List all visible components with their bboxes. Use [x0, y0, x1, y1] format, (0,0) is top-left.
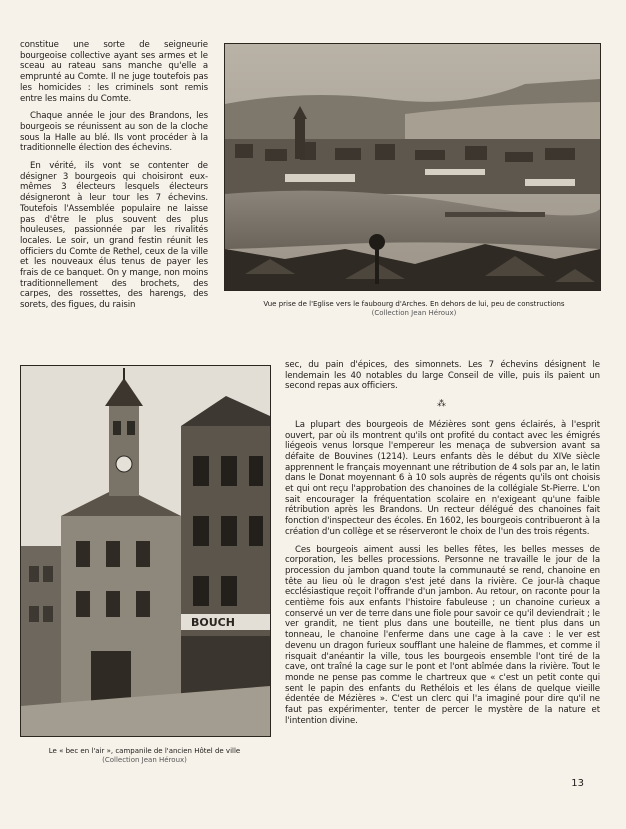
caption-text: Le « bec en l'air », campanile de l'ancien Hôtel de ville: [48, 747, 241, 755]
paragraph: Chaque année le jour des Brandons, les bourgeois se réunissent au son de la cloche sous la Halle au blé. Ils vont procéder à la traditionnelle élection des échevins.: [20, 111, 208, 154]
caption-credit: (Collection Jean Héroux): [371, 309, 457, 317]
panorama-caption: [254, 300, 574, 318]
caption-text: Vue prise de l'Eglise vers le faubourg d'Arches. En dehors de lui, peu de constructions: [263, 300, 565, 308]
panorama-photo: [224, 43, 601, 291]
paragraph: Ces bourgeois aiment aussi les belles fêtes, les belles messes de corporation, les belles processions. Personne ne travaille le jour de la procession du jambon quand toute la communauté se rend, chanoine en tête au lieu où le dragon s'est jeté dans la rivière. Ce jour-là chaque ecclésiastique reçoit l'offrande d'un jambon. Au retour, on raconte pour la centième fois aux enfants l'histoire fabuleuse ; un chanoine curieux a conservé un ver de terre dans une fiole pour savoir ce qu'il deviendrait ; le ver grandit, ne tient plus dans une bouteille, ne tient plus dans un tonneau, le chanoine l'enferme dans une cage à la cave : le ver est devenu un dragon furieux soufflant une haleine de flammes, et comme il risquait d'anéantir la ville, tous les bourgeois ensemble l'ont tiré de la cave, ont traîné la cage sur le pont et l'ont abîmée dans la rivière. Tout le monde ne pense pas comme le chartreux que « c'est un petit conte qui sent le papin des enfants du Rethélois et les élans de quelque vieille édentée de Mézières ». C'est un clerc qui l'a imaginé pour dire qu'il ne faut pas expérimenter, tenter de percer le mystère de la nature et l'intention divine.: [285, 544, 600, 726]
section-divider: ⁂: [437, 399, 448, 410]
page-number: 13: [571, 778, 584, 789]
shop-sign-text: BOUCH: [191, 616, 235, 629]
top-left-text-column: [20, 40, 208, 318]
paragraph: sec, du pain d'épices, des simonnets. Les 7 échevins désignent le lendemain les 40 notables du large Conseil de ville, puis ils paient un second repas aux officiers.: [285, 360, 600, 392]
caption-credit: (Collection Jean Héroux): [102, 756, 187, 764]
paragraph: La plupart des bourgeois de Mézières sont gens éclairés, à l'esprit ouvert, par où ils montrent qu'ils ont profité du contact avec les émigrés liégeois venus lorsque l'empereur les menaça de subversion avant sa défaite de Bouvines (1214). Leurs enfants dès le début du XIVe siècle apprennent le français moyennant une rétribution de 4 sols par an, le latin dans le Donat moyennant 6 à 10 sols auprès de régents qu'ils ont choisis et qui ont reçu l'approbation des chanoines de la collégiale St-Pierre. L'on sait encourager la fréquentation scolaire en n'exigeant qu'une faible rétribution après les Brandons. Un recteur délégué des chanoines fait fonction d'inspecteur des écoles. En 1602, les bourgeois contribueront à la création d'un collège et se réserveront le choix de l'un des trois régents.: [285, 419, 600, 537]
paragraph: En vérité, ils vont se contenter de désigner 3 bourgeois qui choisiront eux-mêmes 3 électeurs lesquels électeurs désigneront à leur tour les 7 échevins. Toutefois l'Assemblée populaire ne laisse pas d'être le plus souvent des plus houleuses, passionnée par les rivalités locales. Le soir, un grand festin réunit les officiers du Comte de Rethel, ceux de la ville et les nouveaux élus tenus de payer les frais de ce banquet. On y mange, non moins traditionnellement des brochets, des carpes, des rossettes, des harengs, des sorets, des figues, du raisin: [20, 161, 208, 311]
paragraph: constitue une sorte de seigneurie bourgeoise collective ayant ses armes et le sceau au rateau sans manche qu'elle a emprunté au Comte. Il ne juge toutefois pas les homicides : les criminels sont remis entre les mains du Comte.: [20, 40, 208, 104]
belltower-caption: [20, 747, 269, 765]
bottom-right-text-column: [285, 360, 600, 734]
belltower-photo-image: [21, 366, 270, 736]
panorama-photo-image: [225, 44, 600, 290]
belltower-photo: [20, 365, 271, 737]
